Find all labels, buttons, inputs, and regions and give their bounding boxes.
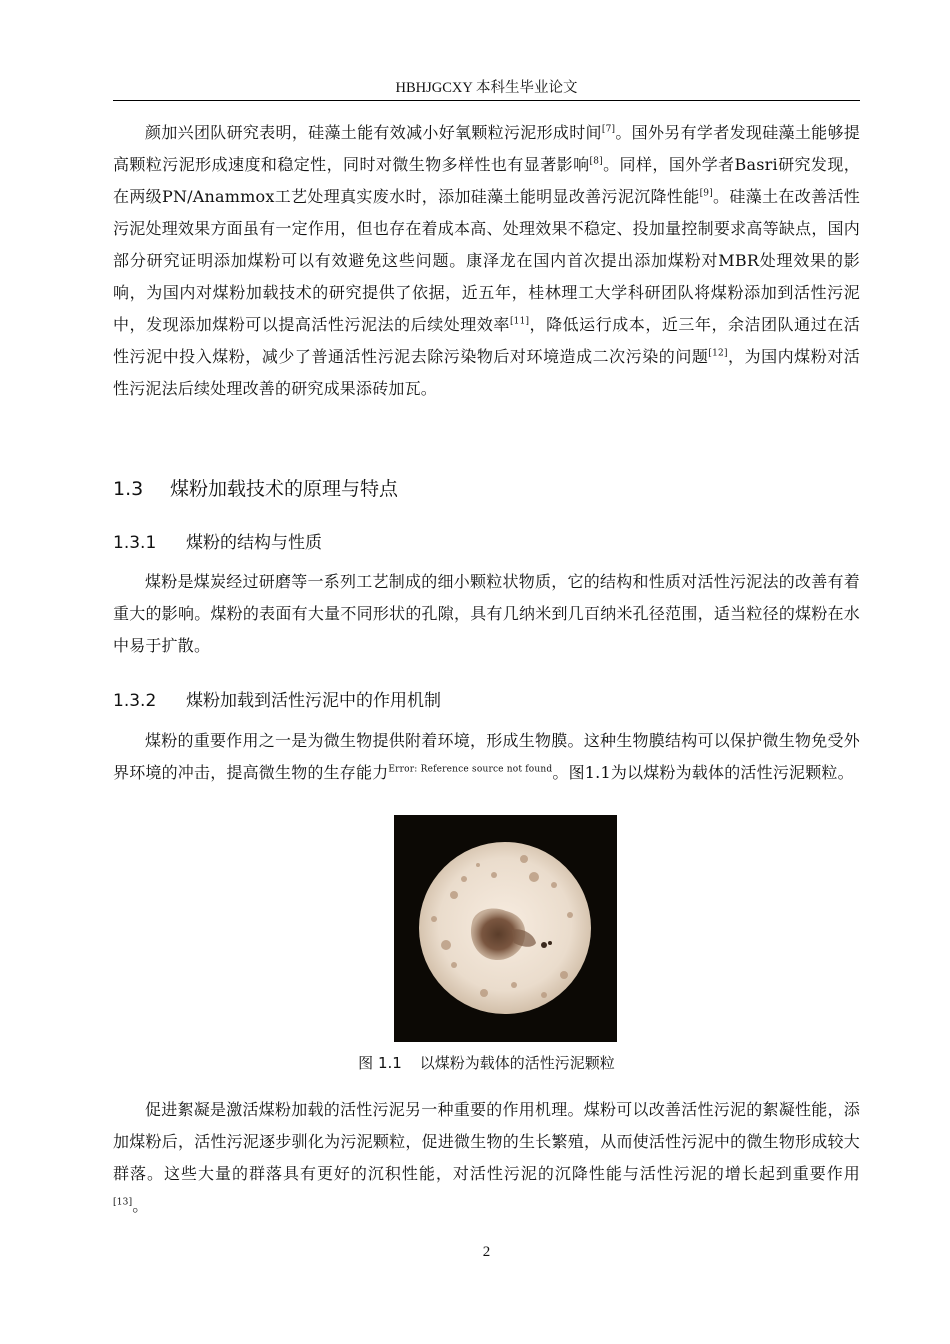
citation-12[interactable]: [12]	[708, 348, 728, 359]
reference-error[interactable]: Error: Reference source not found	[388, 764, 553, 775]
text: 。同样，国外学者Basri研究发现，在两级PN/Anammox工艺处理真实废水时，添加硅藻土能明显改善污泥沉降性能	[113, 155, 860, 206]
text: 促进絮凝是激活煤粉加载的活性污泥另一种重要的作用机理。煤粉可以改善活性污泥的絮凝性能，添加煤粉后，活性污泥逐步驯化为污泥颗粒，促进微生物的生长繁殖，从而使活性污泥中的微生物形成较大群落。这些大量的群落具有更好的沉积性能，对活性污泥的沉降性能与活性污泥的增长起到重要作用	[113, 1100, 860, 1183]
section-heading-1-3	[113, 474, 398, 501]
text: 。硅藻土在改善活性污泥处理效果方面虽有一定作用，但也存在着成本高、处理效果不稳定、投加量控制要求高等缺点，国内部分研究证明添加煤粉可以有效避免这些问题。康泽龙在国内首次提出添加煤粉对MBR处理效果的影响，为国内对煤粉加载技术的研究提供了依据，近五年，桂林理工大学科研团队将煤粉添加到活性污泥中，发现添加煤粉可以提高活性污泥法的后续处理效率	[113, 187, 860, 334]
header-rule	[113, 100, 860, 101]
paragraph-diatomite-research	[113, 117, 860, 405]
text: 。国外另有学者发现硅藻土能够提高颗粒污泥形成速度和稳定性，同时对微生物多样性也有显著影响	[113, 123, 860, 174]
section-number: 1.3.2	[113, 691, 157, 711]
section-heading-1-3-2	[113, 686, 441, 711]
text: ，为国内煤粉对活性污泥法后续处理改善的研究成果添砖加瓦。	[113, 347, 860, 398]
text: 煤粉的重要作用之一是为微生物提供附着环境，形成生物膜。这种生物膜结构可以保护微生物免受外界环境的冲击，提高微生物的生存能力	[113, 731, 860, 782]
text: 。图1.1为以煤粉为载体的活性污泥颗粒。	[552, 763, 854, 782]
running-header: HBHJGCXY 本科生毕业论文	[395, 80, 578, 96]
figure-caption-text: 以煤粉为载体的活性污泥颗粒	[419, 1054, 615, 1072]
microscope-image	[394, 815, 617, 1042]
citation-9[interactable]: [9]	[699, 188, 713, 199]
citation-7[interactable]: [7]	[601, 124, 616, 135]
section-title: 煤粉加载技术的原理与特点	[170, 478, 399, 500]
section-heading-1-3-1	[113, 528, 322, 553]
text: 颜加兴团队研究表明，硅藻土能有效减小好氧颗粒污泥形成时间	[145, 123, 602, 142]
paragraph-flocculation	[113, 1094, 860, 1222]
section-number: 1.3	[113, 478, 144, 500]
section-number: 1.3.1	[113, 533, 157, 553]
text: 。	[132, 1196, 149, 1215]
figure-number: 图 1.1	[358, 1054, 402, 1072]
paragraph-mechanism	[113, 725, 860, 789]
figure-caption	[113, 1052, 860, 1073]
page-number: 2	[482, 1244, 491, 1260]
text: ，降低运行成本，近三年，余洁团队通过在活性污泥中投入煤粉，减少了普通活性污泥去除污染物后对环境造成二次污染的问题	[113, 315, 860, 366]
citation-8[interactable]: [8]	[589, 156, 603, 167]
citation-11[interactable]: [11]	[509, 316, 530, 327]
section-title: 煤粉加载到活性污泥中的作用机制	[186, 691, 441, 711]
citation-13[interactable]: [13]	[113, 1197, 133, 1208]
paragraph-coal-structure: 煤粉是煤炭经过研磨等一系列工艺制成的细小颗粒状物质，它的结构和性质对活性污泥法的改善有着重大的影响。煤粉的表面有大量不同形状的孔隙，具有几纳米到几百纳米孔径范围，适当粒径的煤粉在水中易于扩散。	[113, 572, 860, 655]
section-title: 煤粉的结构与性质	[186, 533, 322, 553]
